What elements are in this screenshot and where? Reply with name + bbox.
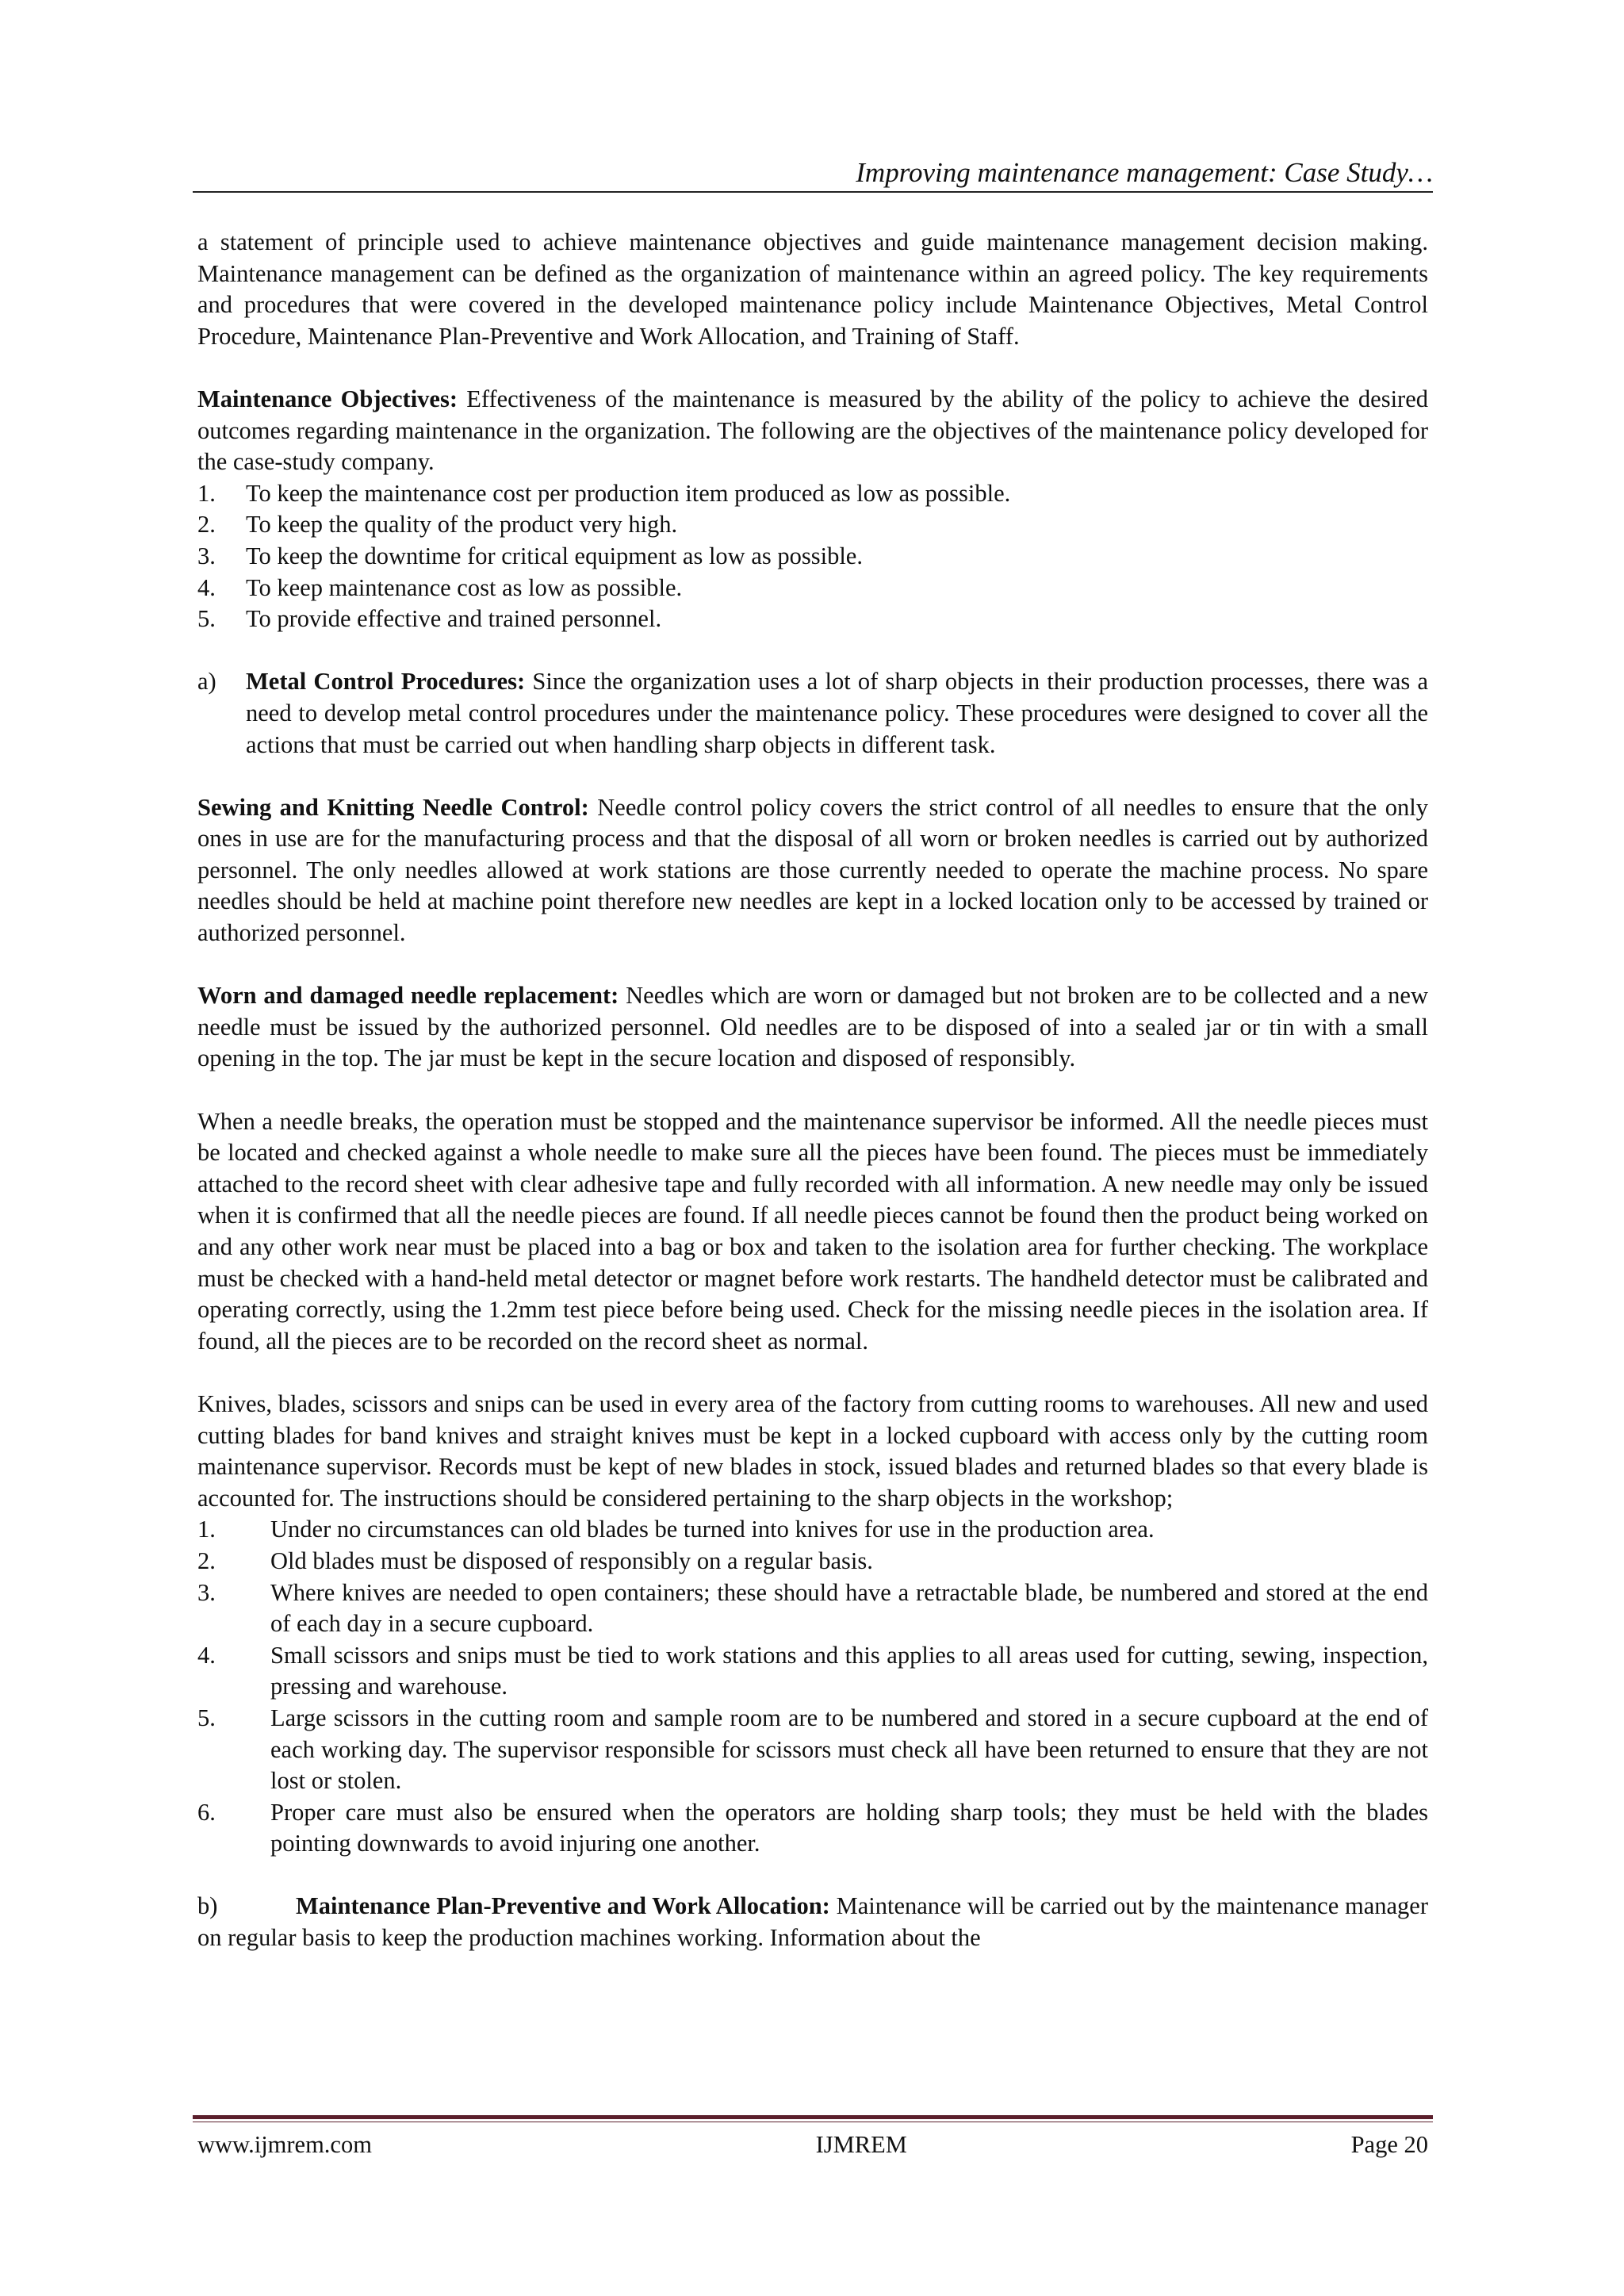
list-item <box>197 1546 1428 1577</box>
metal-control-text-block <box>246 666 1428 761</box>
running-header: Improving maintenance management: Case Study… <box>856 157 1433 188</box>
header-rule <box>193 191 1433 193</box>
list-item <box>197 1640 1428 1703</box>
list-item <box>197 573 1428 604</box>
objectives-heading: Maintenance Objectives: <box>197 385 458 412</box>
list-number: 5. <box>197 605 216 633</box>
needle-replacement-text: Needles which are worn or damaged but not broken are to be collected and a new needle must be issued by the authorized personnel. Old needles are to be disposed of into a sealed jar or tin with a small opening in the top. The jar must be kept in the secure location and disposed of responsibly. <box>197 982 1428 1072</box>
list-number: 1. <box>197 479 216 507</box>
list-item <box>197 478 1428 510</box>
list-text: Where knives are needed to open containers; these should have a retractable blade, be numbered and stored at the end of each day in a secure cupboard. <box>270 1578 1428 1638</box>
list-number: 3. <box>197 542 216 569</box>
footer-website: www.ijmrem.com <box>197 2131 372 2158</box>
page-footer <box>197 2129 1428 2160</box>
objectives-list <box>197 478 1428 635</box>
list-text: To provide effective and trained personnel. <box>246 605 662 633</box>
maintenance-plan-paragraph <box>197 1891 1428 1953</box>
list-item <box>197 509 1428 541</box>
list-item <box>197 1797 1428 1860</box>
footer-journal: IJMREM <box>815 2131 907 2158</box>
list-text: To keep the downtime for critical equipment as low as possible. <box>246 542 863 569</box>
needle-replacement-paragraph <box>197 980 1428 1075</box>
list-text: To keep maintenance cost as low as possible. <box>246 573 683 601</box>
list-number: 4. <box>197 1641 216 1669</box>
metal-control-text: Since the organization uses a lot of sharp objects in their production processes, there was a need to develop metal control procedures under the maintenance policy. These procedures were designed to cover all the actions that must be carried out when handling sharp objects in different task. <box>246 668 1428 758</box>
list-item <box>197 1514 1428 1546</box>
list-number: 4. <box>197 573 216 601</box>
list-text: Small scissors and snips must be tied to work stations and this applies to all areas used for cutting, sewing, inspection, pressing and warehouse. <box>270 1641 1428 1700</box>
list-number: 2. <box>197 1547 216 1574</box>
list-item <box>197 1703 1428 1797</box>
list-text: Old blades must be disposed of responsibly on a regular basis. <box>270 1547 873 1574</box>
needle-control-text: Needle control policy covers the strict control of all needles to ensure that the only ones in use are for the manufacturing process and that the disposal of all worn or broken needles is carried out by authorized personnel. The only needles allowed at work stations are those currently needed to operate the machine process. No spare needles should be held at machine point therefore new needles are kept in a locked location only to be accessed by trained or authorized personnel. <box>197 793 1428 947</box>
list-text: To keep the quality of the product very high. <box>246 511 678 539</box>
list-item <box>197 1577 1428 1640</box>
metal-control-paragraph <box>197 666 1428 761</box>
sharp-objects-list <box>197 1514 1428 1860</box>
maintenance-plan-text: Maintenance will be carried out by the maintenance manager on regular basis to keep the production machines working. Information about the <box>197 1892 1428 1952</box>
maintenance-plan-heading: Maintenance Plan-Preventive and Work Allocation: <box>296 1892 830 1920</box>
footer-rule-thick <box>193 2115 1433 2119</box>
footer-page-number: Page 20 <box>1350 2131 1428 2158</box>
list-item <box>197 604 1428 635</box>
main-content <box>197 227 1428 1954</box>
objectives-paragraph <box>197 384 1428 478</box>
needle-control-paragraph <box>197 792 1428 949</box>
list-number: 3. <box>197 1578 216 1606</box>
needle-breaks-paragraph: When a needle breaks, the operation must be stopped and the maintenance supervisor be informed. All the needle pieces must be located and checked against a whole needle to make sure all the pieces have been found. The pieces must be immediately attached to the record sheet with clear adhesive tape and fully recorded with all information. A new needle may only be issued when it is confirmed that all the needle pieces are found. If all needle pieces cannot be found then the product being worked on and any other work near must be placed into a bag or box and taken to the isolation area for further checking. The workplace must be checked with a hand-held metal detector or magnet before work restarts. The handheld detector must be calibrated and operating correctly, using the 1.2mm test piece before being used. Check for the missing needle pieces in the isolation area. If found, all the pieces are to be recorded on the record sheet as normal. <box>197 1107 1428 1355</box>
list-text: To keep the maintenance cost per production item produced as low as possible. <box>246 479 1011 507</box>
list-text: Under no circumstances can old blades be turned into knives for use in the production area. <box>270 1516 1155 1543</box>
needle-replacement-heading: Worn and damaged needle replacement: <box>197 982 619 1010</box>
needle-control-heading: Sewing and Knitting Needle Control: <box>197 793 589 821</box>
section-marker-b: b) <box>197 1892 218 1920</box>
metal-control-heading: Metal Control Procedures: <box>246 668 526 696</box>
list-number: 6. <box>197 1798 216 1826</box>
list-number: 5. <box>197 1704 216 1731</box>
intro-paragraph: a statement of principle used to achieve maintenance objectives and guide maintenance management decision making. Maintenance management can be defined as the organization of maintenance within an agreed policy. The key requirements and procedures that were covered in the developed maintenance policy include Maintenance Objectives, Metal Control Procedure, Maintenance Plan-Preventive and Work Allocation, and Training of Staff. <box>197 228 1428 350</box>
list-number: 1. <box>197 1516 216 1543</box>
list-number: 2. <box>197 511 216 539</box>
objectives-text: Effectiveness of the maintenance is measured by the ability of the policy to achieve the desired outcomes regarding maintenance in the organization. The following are the objectives of the maintenance policy developed for the case-study company. <box>197 385 1428 476</box>
list-text: Proper care must also be ensured when the operators are holding sharp tools; they must be held with the blades pointing downwards to avoid injuring one another. <box>270 1798 1428 1857</box>
list-text: Large scissors in the cutting room and sample room are to be numbered and stored in a secure cupboard at the end of each working day. The supervisor responsible for scissors must check all have been returned to ensure that they are not lost or stolen. <box>270 1704 1428 1795</box>
knives-paragraph: Knives, blades, scissors and snips can be used in every area of the factory from cutting rooms to warehouses. All new and used cutting blades for band knives and straight knives must be kept in a locked cupboard with access only by the cutting room maintenance supervisor. Records must be kept of new blades in stock, issued blades and returned blades so that every blade is accounted for. The instructions should be considered pertaining to the sharp objects in the workshop; <box>197 1389 1428 1512</box>
section-marker-a: a) <box>197 668 216 696</box>
list-item <box>197 541 1428 573</box>
